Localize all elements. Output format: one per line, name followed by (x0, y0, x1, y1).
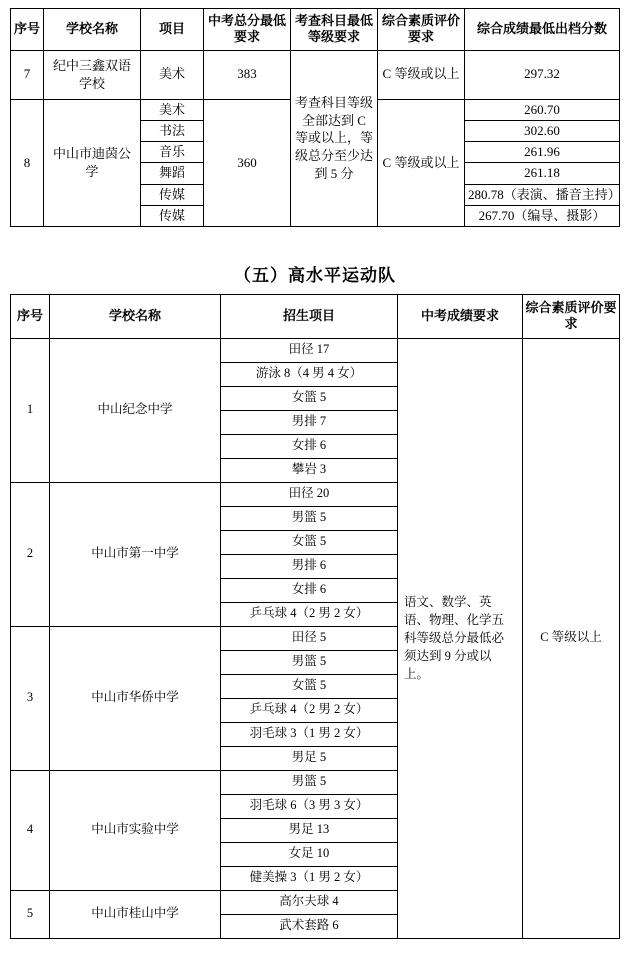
column-header-school: 学校名称 (44, 9, 141, 51)
row-item: 音乐 (141, 142, 204, 163)
row-lowest-score: 280.78（表演、播音主持） (465, 184, 620, 205)
row-project: 男排 7 (221, 410, 398, 434)
row-project: 男篮 5 (221, 650, 398, 674)
row-quality-requirement: C 等级或以上 (378, 99, 465, 227)
row-school-name: 中山市第一中学 (50, 482, 221, 626)
table-sport-header (11, 295, 620, 339)
row-project: 田径 20 (221, 482, 398, 506)
table-header-row (11, 9, 620, 51)
column-header-school: 学校名称 (50, 295, 221, 339)
row-project: 游泳 8（4 男 4 女） (221, 362, 398, 386)
row-school-name: 中山纪念中学 (50, 338, 221, 482)
sports-team-enrollment-table (10, 294, 620, 939)
art-enrollment-table (10, 8, 620, 227)
row-seq: 1 (11, 338, 50, 482)
row-school-name: 中山市桂山中学 (50, 890, 221, 938)
row-lowest-score: 297.32 (465, 50, 620, 99)
row-item: 舞蹈 (141, 163, 204, 184)
column-header-score: 中考总分最低要求 (204, 9, 291, 51)
row-item: 传媒 (141, 205, 204, 226)
row-item: 美术 (141, 50, 204, 99)
row-project: 女篮 5 (221, 674, 398, 698)
row-project: 女排 6 (221, 434, 398, 458)
row-score: 383 (204, 50, 291, 99)
row-project: 高尔夫球 4 (221, 890, 398, 914)
column-header-project: 招生项目 (221, 295, 398, 339)
row-lowest-score: 267.70（编导、摄影） (465, 205, 620, 226)
table-row (11, 50, 620, 99)
table-row (11, 338, 620, 362)
row-project: 武术套路 6 (221, 914, 398, 938)
row-lowest-score: 260.70 (465, 99, 620, 120)
row-project: 羽毛球 6（3 男 3 女） (221, 794, 398, 818)
column-header-quality-requirement: 综合素质评价要求 (523, 295, 620, 339)
row-school-name: 中山市迪茵公学 (44, 99, 141, 227)
table-top-header (11, 9, 620, 51)
column-header-seq: 序号 (11, 295, 50, 339)
row-project: 田径 5 (221, 626, 398, 650)
row-project: 男篮 5 (221, 506, 398, 530)
row-project: 男排 6 (221, 554, 398, 578)
row-grade-requirement: 考查科目等级全部达到 C 等或以上，等级总分至少达到 5 分 (291, 50, 378, 227)
row-project: 女篮 5 (221, 386, 398, 410)
row-lowest-score: 302.60 (465, 120, 620, 141)
column-header-seq: 序号 (11, 9, 44, 51)
table-header-row (11, 295, 620, 339)
row-school-name: 中山市实验中学 (50, 770, 221, 890)
table-sport-body (11, 338, 620, 938)
row-item: 传媒 (141, 184, 204, 205)
quality-requirement: C 等级以上 (523, 338, 620, 938)
row-school-name: 纪中三鑫双语学校 (44, 50, 141, 99)
row-item: 书法 (141, 120, 204, 141)
row-seq: 7 (11, 50, 44, 99)
row-project: 男足 13 (221, 818, 398, 842)
row-lowest-score: 261.18 (465, 163, 620, 184)
row-item: 美术 (141, 99, 204, 120)
row-project: 乒乓球 4（2 男 2 女） (221, 698, 398, 722)
row-project: 男篮 5 (221, 770, 398, 794)
row-seq: 8 (11, 99, 44, 227)
row-project: 女篮 5 (221, 530, 398, 554)
row-lowest-score: 261.96 (465, 142, 620, 163)
row-score: 360 (204, 99, 291, 227)
column-header-grade: 考查科目最低等级要求 (291, 9, 378, 51)
document-page (0, 8, 630, 958)
row-quality-requirement: C 等级或以上 (378, 50, 465, 99)
section-title: （五）高水平运动队 (234, 266, 396, 285)
column-header-lowest-score: 综合成绩最低出档分数 (465, 9, 620, 51)
row-project: 田径 17 (221, 338, 398, 362)
table-top-body (11, 50, 620, 227)
row-project: 男足 5 (221, 746, 398, 770)
row-project: 健美操 3（1 男 2 女） (221, 866, 398, 890)
row-seq: 2 (11, 482, 50, 626)
row-project: 乒乓球 4（2 男 2 女） (221, 602, 398, 626)
column-header-item: 项目 (141, 9, 204, 51)
column-header-score-requirement: 中考成绩要求 (398, 295, 523, 339)
column-header-quality: 综合素质评价要求 (378, 9, 465, 51)
score-requirement: 语文、数学、英语、物理、化学五科等级总分最低必须达到 9 分或以上。 (398, 338, 523, 938)
row-school-name: 中山市华侨中学 (50, 626, 221, 770)
row-seq: 3 (11, 626, 50, 770)
row-seq: 5 (11, 890, 50, 938)
row-project: 攀岩 3 (221, 458, 398, 482)
row-project: 羽毛球 3（1 男 2 女） (221, 722, 398, 746)
row-seq: 4 (11, 770, 50, 890)
row-project: 女排 6 (221, 578, 398, 602)
row-project: 女足 10 (221, 842, 398, 866)
